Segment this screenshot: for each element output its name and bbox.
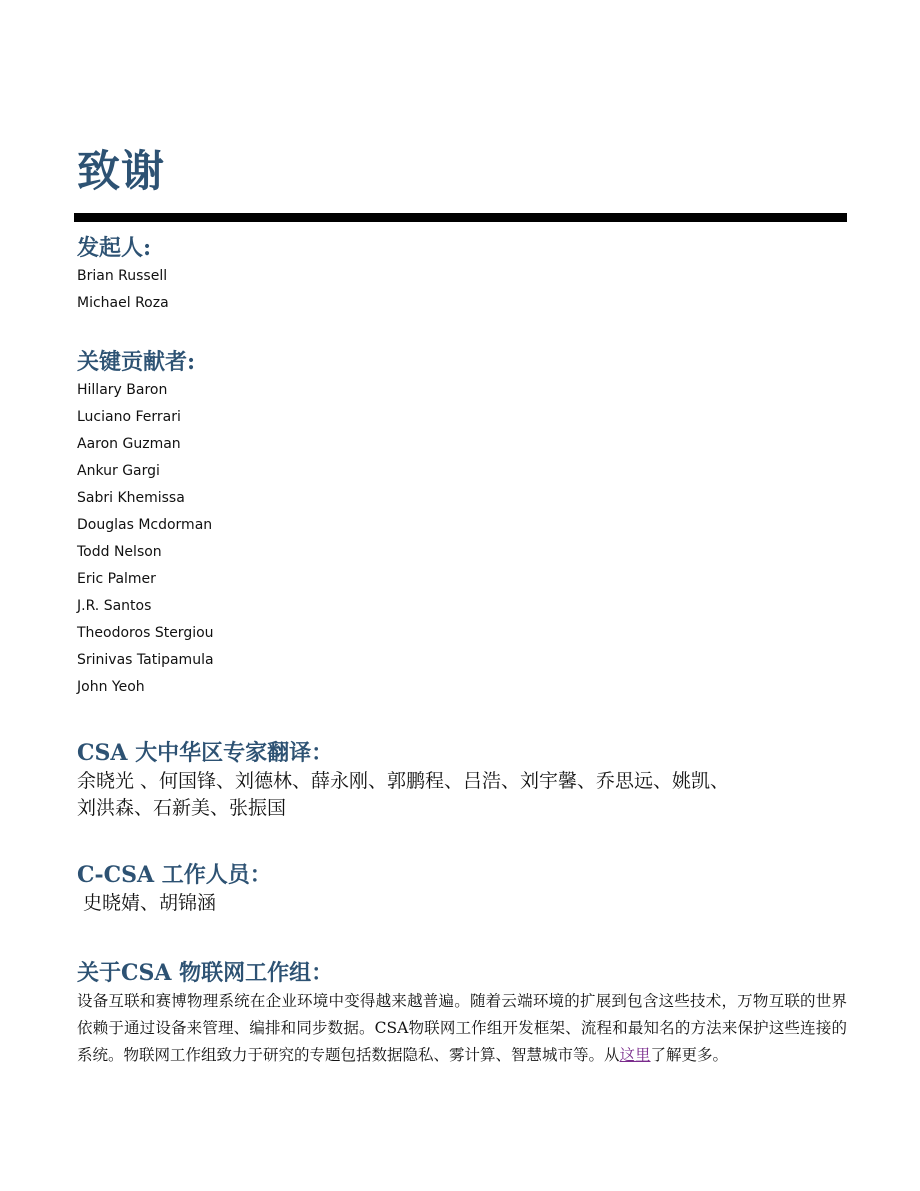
translators-line-2: 刘洪森、石新美、张振国 xyxy=(77,797,287,819)
translators-section xyxy=(77,738,847,822)
staff-section xyxy=(77,860,847,917)
list-item: Ankur Gargi xyxy=(77,463,160,479)
list-item: Luciano Ferrari xyxy=(77,409,181,425)
about-text-before-link: 设备互联和赛博物理系统在企业环境中变得越来越普遍。随着云端环境的扩展到包含这些技术，万物互联的世界依赖于通过设备来管理、编排和同步数据。CSA物联网工作组开发框架、流程和最知名的方法来保护这些连接的系统。物联网工作组致力于研究的专题包括数据隐私、雾计算、智慧城市等。从 xyxy=(77,992,847,1064)
list-item: Srinivas Tatipamula xyxy=(77,652,214,668)
list-item: J.R. Santos xyxy=(77,598,152,614)
page-title: 致谢 xyxy=(77,147,165,197)
list-item: Sabri Khemissa xyxy=(77,490,185,506)
list-item: Todd Nelson xyxy=(77,544,162,560)
list-item: John Yeoh xyxy=(77,679,145,695)
staff-names: 史晓婧、胡锦涵 xyxy=(77,892,217,914)
list-item: Brian Russell xyxy=(77,268,168,284)
list-item: Theodoros Stergiou xyxy=(77,625,214,641)
list-item: Douglas Mcdorman xyxy=(77,517,213,533)
list-item: Eric Palmer xyxy=(77,571,156,587)
about-text-after-link: 了解更多。 xyxy=(650,1046,729,1064)
staff-heading: C-CSA 工作人员： xyxy=(77,862,272,888)
initiators-heading: 发起人: xyxy=(77,235,152,261)
key-contributors-heading: 关键贡献者: xyxy=(77,349,196,375)
title-divider xyxy=(74,213,847,222)
list-item: Michael Roza xyxy=(77,295,169,311)
key-contributors-section xyxy=(77,347,847,701)
translators-line-1: 余晓光 、何国锋、刘德林、薛永刚、郭鹏程、吕浩、刘宇馨、乔思远、姚凯、 xyxy=(77,770,730,792)
list-item: Hillary Baron xyxy=(77,382,168,398)
learn-more-link[interactable]: 这里 xyxy=(619,1046,651,1064)
translators-heading: CSA 大中华区专家翻译： xyxy=(77,740,334,766)
about-heading: 关于CSA 物联网工作组： xyxy=(77,960,334,986)
key-contributors-list xyxy=(77,377,847,701)
about-section xyxy=(77,958,847,1069)
initiators-section xyxy=(77,233,847,317)
list-item: Aaron Guzman xyxy=(77,436,181,452)
about-paragraph xyxy=(77,988,847,1069)
initiators-list xyxy=(77,263,847,317)
acknowledgements-page xyxy=(77,140,847,1064)
